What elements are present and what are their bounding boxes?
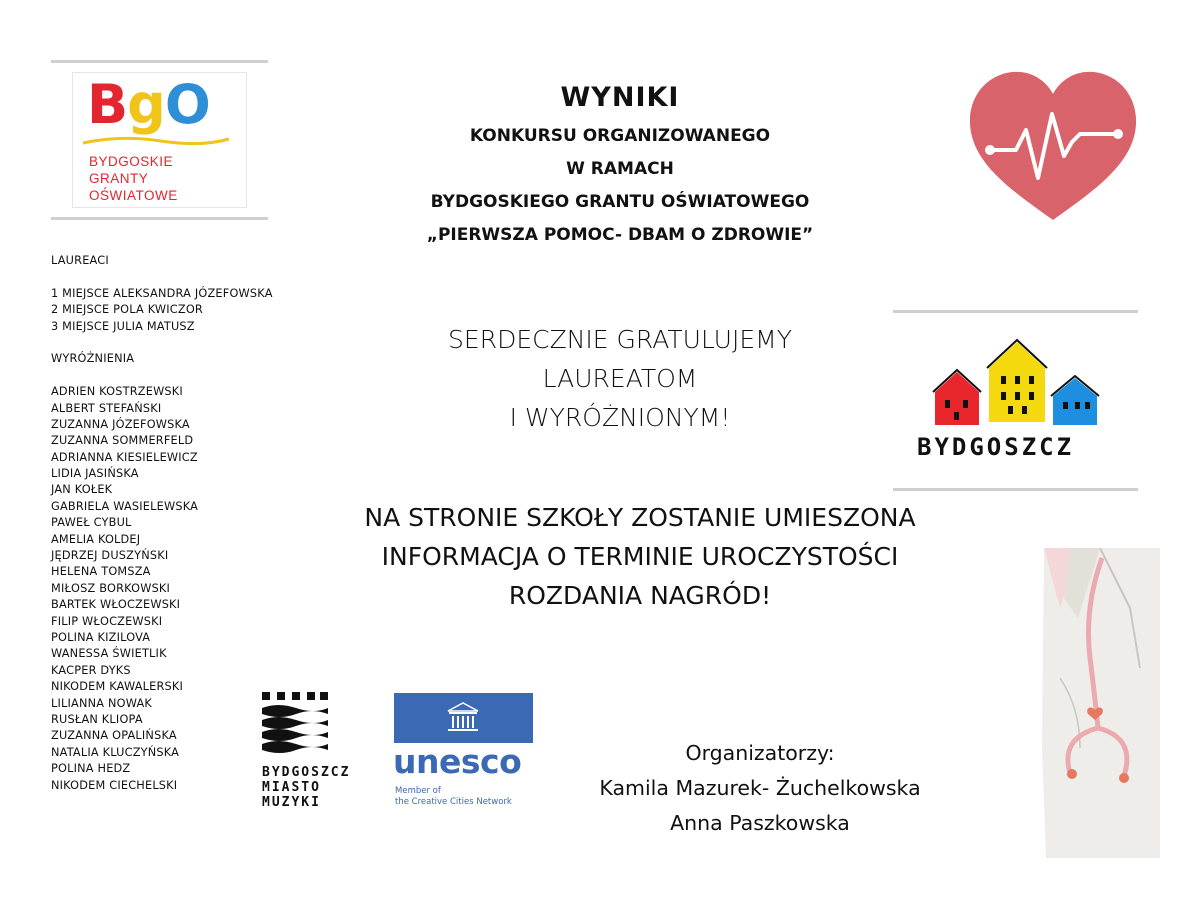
- music-city-logo-text: [262, 765, 350, 810]
- header-line3: BYDGOSKIEGO GRANTU OŚWIATOWEGO: [430, 192, 810, 212]
- music-city-line1: BYDGOSZCZ: [262, 765, 351, 780]
- distinction-name: NIKODEM CIECHELSKI: [51, 778, 178, 792]
- distinction-name: FILIP WŁOCZEWSKI: [51, 614, 163, 628]
- distinction-name: ADRIANNA KIESIELEWICZ: [51, 450, 198, 464]
- distinction-name: GABRIELA WASIELEWSKA: [51, 499, 199, 513]
- header-line2: W RAMACH: [566, 159, 674, 179]
- bottom-left-rule: [51, 217, 268, 220]
- unesco-caption-line1: Member of: [395, 786, 441, 796]
- music-city-line2: MIASTO: [262, 780, 321, 795]
- distinction-name: PAWEŁ CYBUL: [51, 516, 132, 530]
- congratulations-message: [330, 320, 910, 437]
- distinction-name: NIKODEM KAWALERSKI: [51, 680, 184, 694]
- distinction-name: ZUZANNA OPALIŃSKA: [51, 729, 177, 743]
- distinction-name: WANESSA ŚWIETLIK: [51, 647, 167, 661]
- bgo-logo-line1: BYDGOSKIE: [89, 154, 174, 169]
- distinction-name: LIDIA JASIŃSKA: [51, 467, 139, 481]
- right-top-rule: [893, 310, 1138, 313]
- organizers-label: Organizatorzy:: [685, 741, 835, 765]
- unesco-caption-line2: the Creative Cities Network: [395, 797, 512, 807]
- unesco-wordmark: unesco: [393, 742, 522, 781]
- third-place: 3 MIEJSCE JULIA MATUSZ: [51, 319, 195, 333]
- bgo-logo-letters: [87, 73, 210, 137]
- bgo-logo-text: [89, 153, 178, 204]
- bydgoszcz-logo-text: BYDGOSZCZ: [917, 433, 1075, 461]
- header-line1: KONKURSU ORGANIZOWANEGO: [469, 126, 771, 146]
- distinction-name: POLINA HEDZ: [51, 762, 131, 776]
- ceremony-info-message: [270, 498, 1010, 615]
- distinction-name: ZUZANNA SOMMERFELD: [51, 434, 194, 448]
- music-city-line3: MUZYKI: [262, 795, 321, 810]
- distinction-name: ALBERT STEFAŃSKI: [51, 401, 162, 415]
- bgo-letter-b: B: [87, 73, 128, 136]
- info-line3: ROZDANIA NAGRÓD!: [508, 581, 772, 610]
- music-city-waves-logo: [262, 692, 330, 758]
- organizer-name: Kamila Mazurek- Żuchelkowska: [599, 776, 921, 800]
- distinction-name: KACPER DYKS: [51, 663, 131, 677]
- distinction-name: POLINA KIZILOVA: [51, 630, 151, 644]
- header-line4: „PIERWSZA POMOC- DBAM O ZDROWIE”: [426, 225, 814, 245]
- bydgoszcz-houses-logo: [905, 330, 1130, 470]
- distinction-name: JĘDRZEJ DUSZYŃSKI: [51, 549, 169, 563]
- bgo-underline-swoosh: [81, 131, 231, 151]
- bgo-logo-line2: GRANTY: [89, 171, 149, 186]
- distinctions-heading: WYRÓŻNIENIA: [51, 352, 135, 366]
- second-place: 2 MIEJSCE POLA KWICZOR: [51, 303, 203, 317]
- distinction-name: ADRIEN KOSTRZEWSKI: [51, 385, 183, 399]
- distinction-name: NATALIA KLUCZYŃSKA: [51, 745, 180, 759]
- heart-pulse-icon: [968, 70, 1138, 222]
- distinction-name: ZUZANNA JÓZEFOWSKA: [51, 417, 190, 431]
- organizer-name: Anna Paszkowska: [670, 811, 850, 835]
- info-line2: INFORMACJA O TERMINIE UROCZYSTOŚCI: [381, 542, 899, 571]
- organizers-block: [560, 736, 960, 841]
- distinction-name: JAN KOŁEK: [51, 483, 113, 497]
- distinction-name: BARTEK WŁOCZEWSKI: [51, 598, 181, 612]
- unesco-temple-box: [394, 693, 533, 743]
- bgo-letter-g: g: [127, 73, 165, 136]
- congrats-line2: LAUREATOM: [542, 364, 698, 393]
- congrats-line3: I WYRÓŻNIONYM!: [509, 403, 731, 432]
- first-place: 1 MIEJSCE ALEKSANDRA JÓZEFOWSKA: [51, 286, 273, 300]
- distinction-name: AMELIA KOLDEJ: [51, 532, 141, 546]
- distinction-name: HELENA TOMSZA: [51, 565, 151, 579]
- bgo-logo-line3: OŚWIATOWE: [89, 188, 178, 203]
- unesco-caption: [395, 786, 512, 808]
- congrats-line1: SERDECZNIE GRATULUJEMY: [448, 325, 792, 354]
- distinction-name: RUSŁAN KLIOPA: [51, 712, 143, 726]
- unesco-temple-icon: [394, 693, 533, 743]
- top-left-rule: [51, 60, 268, 63]
- info-line1: NA STRONIE SZKOŁY ZOSTANIE UMIESZONA: [364, 503, 916, 532]
- results-header: [300, 80, 940, 252]
- laureates-heading: LAUREACI: [51, 254, 109, 267]
- distinction-name: MIŁOSZ BORKOWSKI: [51, 581, 171, 595]
- bgo-logo: [72, 72, 247, 208]
- distinction-name: LILIANNA NOWAK: [51, 696, 153, 710]
- bgo-letter-o: O: [164, 73, 210, 136]
- doctor-coat-stethoscope-illustration: [1040, 548, 1160, 858]
- right-bottom-rule: [893, 488, 1138, 491]
- results-title: WYNIKI: [560, 82, 680, 113]
